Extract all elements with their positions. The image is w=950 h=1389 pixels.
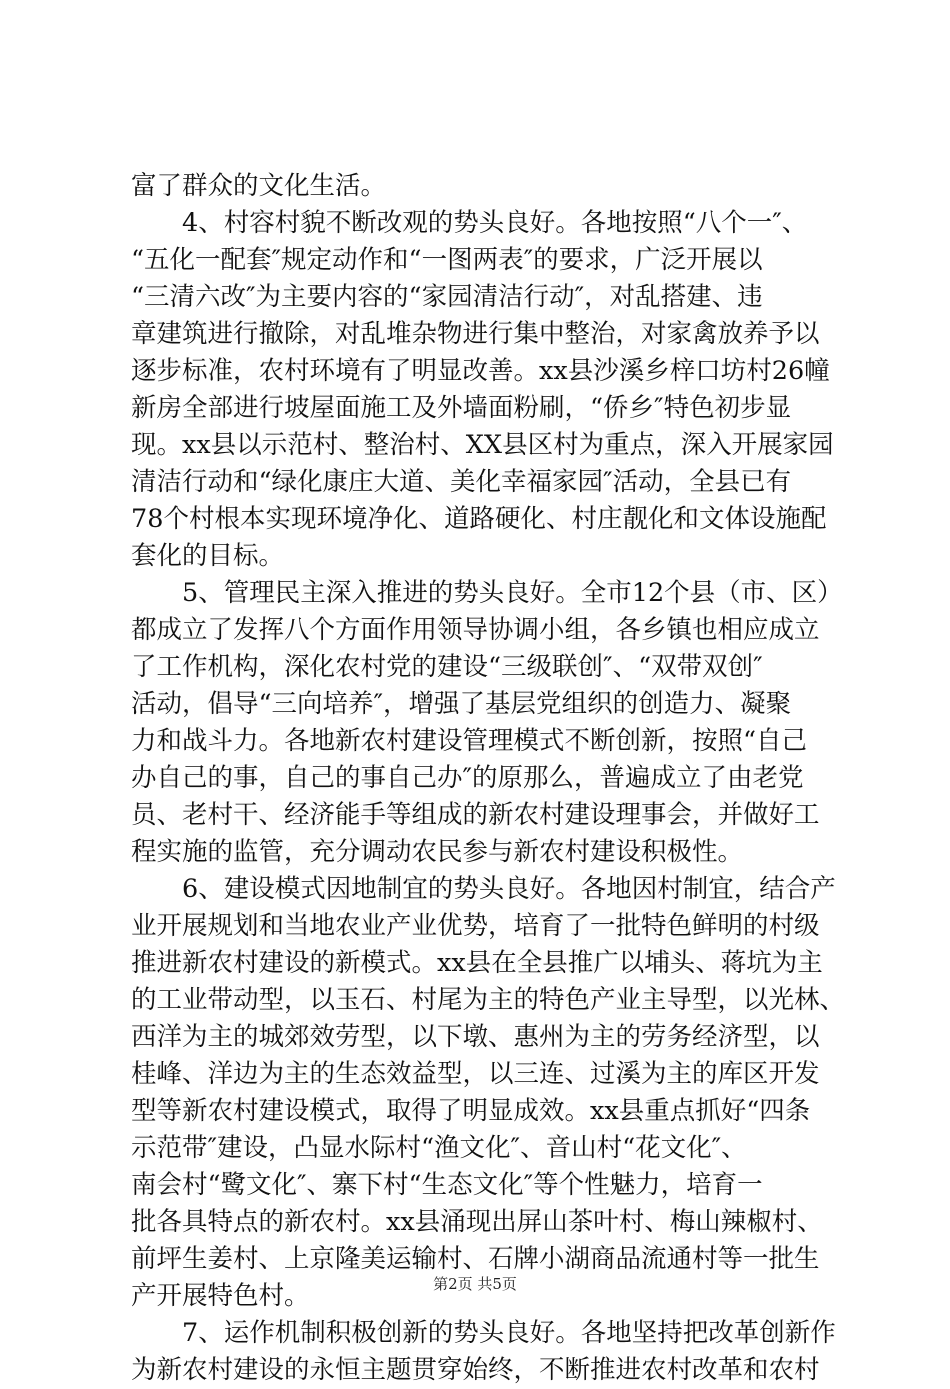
text-line: 了工作机构，深化农村党的建设“三级联创″、“双带双创″	[131, 652, 763, 682]
text-line: 产开展特色村。	[131, 1281, 310, 1311]
text-line: 78个村根本实现环境净化、道路硬化、村庄靓化和文体设施配	[131, 504, 827, 534]
text-line: 办自己的事，自己的事自己办″的原那么，普遍成立了由老党	[131, 763, 804, 793]
text-line: 现。xx县以示范村、整治村、XX县区村为重点，深入开展家园	[131, 430, 834, 460]
page-number-footer: 第2页 共5页	[433, 1275, 517, 1293]
text-line: 为新农村建设的永恒主题贯穿始终，不断推进农村改革和农村	[131, 1355, 820, 1385]
body-text	[131, 168, 846, 1389]
text-line: 都成立了发挥八个方面作用领导协调小组，各乡镇也相应成立	[131, 615, 820, 645]
text-line: 员、老村干、经济能手等组成的新农村建设理事会，并做好工	[131, 800, 820, 830]
text-line: 力和战斗力。各地新农村建设管理模式不断创新，按照“自己	[131, 726, 808, 756]
text-line: 桂峰、洋边为主的生态效益型，以三连、过溪为主的库区开发	[131, 1059, 820, 1089]
text-line: “三清六改″为主要内容的“家园清洁行动″，对乱搭建、违	[131, 282, 763, 312]
text-line: 清洁行动和“绿化康庄大道、美化幸福家园″活动，全县已有	[131, 467, 792, 497]
text-line: 章建筑进行撤除，对乱堆杂物进行集中整治，对家禽放养予以	[131, 319, 820, 349]
text-line: 型等新农村建设模式，取得了明显成效。xx县重点抓好“四条	[131, 1096, 811, 1126]
text-line: 的工业带动型，以玉石、村尾为主的特色产业主导型，以光林、	[131, 985, 846, 1015]
paragraph-5-start: 5、管理民主深入推进的势头良好。全市12个县（市、区）	[182, 578, 843, 608]
text-line: 业开展规划和当地农业产业优势，培育了一批特色鲜明的村级	[131, 911, 820, 941]
text-line: 程实施的监管，充分调动农民参与新农村建设积极性。	[131, 837, 744, 867]
text-line: 西洋为主的城郊效劳型，以下墩、惠州为主的劳务经济型，以	[131, 1022, 820, 1052]
text-line: 示范带″建设，凸显水际村“渔文化″、音山村“花文化″、	[131, 1133, 747, 1163]
paragraph-7-start: 7、运作机制积极创新的势头良好。各地坚持把改革创新作	[182, 1318, 836, 1348]
text-line: 富了群众的文化生活。	[131, 171, 387, 201]
text-line: 批各具特点的新农村。xx县涌现出屏山茶叶村、梅山辣椒村、	[131, 1207, 823, 1237]
paragraph-6-start: 6、建设模式因地制宜的势头良好。各地因村制宜，结合产	[182, 874, 836, 904]
text-line: 新房全部进行坡屋面施工及外墙面粉刷，“侨乡″特色初步显	[131, 393, 792, 423]
text-line: 活动，倡导“三向培养″，增强了基层党组织的创造力、凝聚	[131, 689, 792, 719]
text-line: 推进新农村建设的新模式。xx县在全县推广以埔头、蒋坑为主	[131, 948, 823, 978]
text-line: 南会村“鹭文化″、寨下村“生态文化″等个性魅力，培育一	[131, 1170, 763, 1200]
text-line: 逐步标准，农村环境有了明显改善。xx县沙溪乡梓口坊村26幢	[131, 356, 830, 386]
paragraph-4-start: 4、村容村貌不断改观的势头良好。各地按照“八个一″、	[182, 208, 808, 238]
text-line: “五化一配套″规定动作和“一图两表″的要求，广泛开展以	[131, 245, 763, 275]
text-line: 套化的目标。	[131, 541, 285, 571]
text-line: 前坪生姜村、上京隆美运输村、石牌小湖商品流通村等一批生	[131, 1244, 820, 1274]
